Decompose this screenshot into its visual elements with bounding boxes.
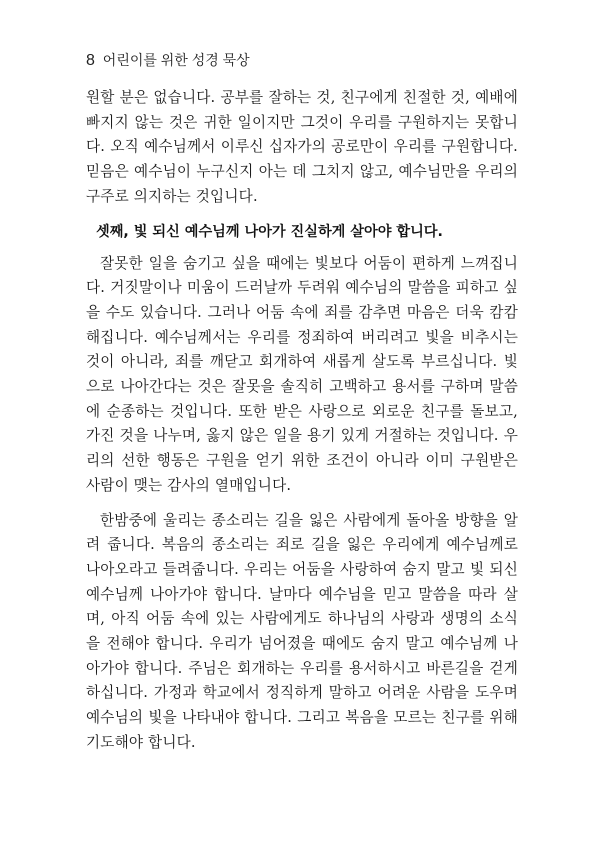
section-heading: 셋째, 빛 되신 예수님께 나아가 진실하게 살아야 합니다. <box>96 223 443 240</box>
paragraph-continued: 원할 분은 없습니다. 공부를 잘하는 것, 친구에게 친절한 것, 예배에 빠지지 않는 것은 귀한 일이지만 그것이 우리를 구원하지는 못합니다. 오직 예수님께서 이루신 십자가의 공로만이 우리를 구원합니다. 믿음은 예수님이 누구신지 아는 데 그치지 않고, 예수님만을 우리의 구주로 의지하는 것입니다. <box>86 89 518 205</box>
body-text <box>86 86 518 756</box>
running-head <box>86 50 250 70</box>
page-number: 8 <box>86 52 95 69</box>
paragraph: 한밤중에 울리는 종소리는 길을 잃은 사람에게 돌아올 방향을 알려 줍니다. 복음의 종소리는 죄로 길을 잃은 우리에게 예수님께로 나아오라고 들려줍니다. 우리는 어둠을 사랑하여 숨지 말고 빛 되신 예수님께 나아가야 합니다. 날마다 예수님을 믿고 말씀을 따라 살며, 아직 어둠 속에 있는 사람에게도 하나님의 사랑과 생명의 소식을 전해야 합니다. 우리가 넘어졌을 때에도 숨지 말고 예수님께 나아가야 합니다. 주님은 회개하는 우리를 용서하시고 바른길을 걷게 하십니다. 가정과 학교에서 정직하게 말하고 어려운 사람을 도우며 예수님의 빛을 나타내야 합니다. 그리고 복음을 모르는 친구를 위해 기도해야 합니다. <box>86 511 518 751</box>
paragraph: 잘못한 일을 숨기고 싶을 때에는 빛보다 어둠이 편하게 느껴집니다. 거짓말이나 미움이 드러날까 두려워 예수님의 말씀을 피하고 싶을 수도 있습니다. 그러나 어둠 속에 죄를 감추면 마음은 더욱 캄캄해집니다. 예수님께서는 우리를 정죄하여 버리려고 빛을 비추시는 것이 아니라, 죄를 깨닫고 회개하여 새롭게 살도록 부르십니다. 빛으로 나아간다는 것은 잘못을 솔직히 고백하고 용서를 구하며 말씀에 순종하는 것입니다. 또한 받은 사랑으로 외로운 친구를 돌보고, 가진 것을 나누며, 옳지 않은 일을 용기 있게 거절하는 것입니다. 우리의 선한 행동은 구원을 얻기 위한 조건이 아니라 이미 구원받은 사람이 맺는 감사의 열매입니다. <box>86 254 518 494</box>
book-title: 어린이를 위한 성경 묵상 <box>102 52 250 68</box>
